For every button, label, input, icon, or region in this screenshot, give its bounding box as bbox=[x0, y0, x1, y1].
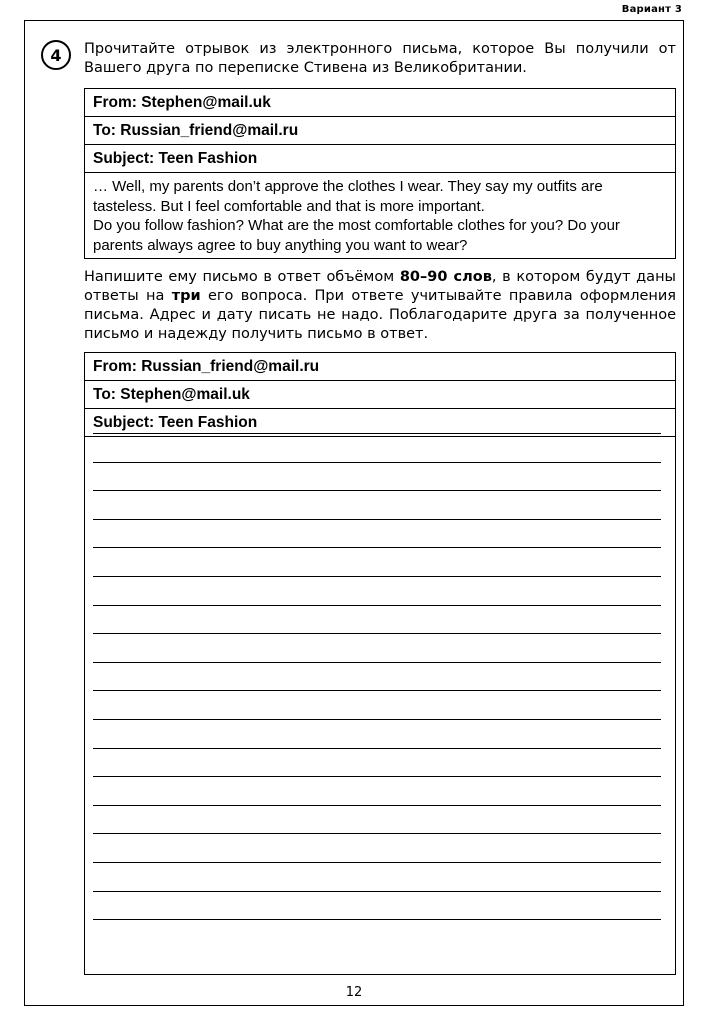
reply-to-row: To: Stephen@mail.uk bbox=[85, 381, 675, 409]
incoming-body-line: tasteless. But I feel comfortable and that is more important. bbox=[93, 197, 485, 215]
task-instructions bbox=[84, 268, 676, 344]
answer-line bbox=[93, 519, 661, 520]
word-count-requirement: 80–90 слов bbox=[399, 269, 492, 285]
variant-label: Вариант 3 bbox=[621, 4, 682, 15]
answer-line bbox=[93, 776, 661, 777]
instructions-text: его вопроса. При ответе учитывайте правила оформления письма. Адрес и дату писать не надо. Поблагодарите друга за полученное письмо и надежду получить письмо в ответ. bbox=[84, 288, 677, 342]
answer-line bbox=[93, 605, 661, 606]
incoming-from-row: From: Stephen@mail.uk bbox=[85, 89, 675, 117]
answer-line bbox=[93, 490, 661, 491]
instructions-text: Напишите ему письмо в ответ объёмом bbox=[84, 269, 400, 285]
page-number: 12 bbox=[345, 985, 363, 1000]
task-number-badge: 4 bbox=[41, 40, 71, 70]
incoming-body-line: parents always agree to buy anything you want to wear? bbox=[93, 236, 468, 254]
answer-line bbox=[93, 690, 661, 691]
instructions-text: , в котором будут даны ответы на bbox=[84, 269, 676, 304]
reply-from-row: From: Russian_friend@mail.ru bbox=[85, 353, 675, 381]
answer-line bbox=[93, 805, 661, 806]
question-count: три bbox=[171, 288, 201, 304]
answer-line bbox=[93, 433, 661, 434]
incoming-to-row: To: Russian_friend@mail.ru bbox=[85, 117, 675, 145]
incoming-subject-row: Subject: Teen Fashion bbox=[85, 145, 675, 173]
reply-letter-box bbox=[84, 352, 676, 975]
incoming-body-line: … Well, my parents don’t approve the clothes I wear. They say my outfits are bbox=[93, 178, 603, 195]
task-intro-text: Прочитайте отрывок из электронного письма, которое Вы получили от Вашего друга по переписке Стивена из Великобритании. bbox=[84, 41, 676, 76]
answer-lines-area[interactable] bbox=[93, 437, 661, 974]
answer-line bbox=[93, 633, 661, 634]
answer-line bbox=[93, 862, 661, 863]
answer-line bbox=[93, 719, 661, 720]
answer-line bbox=[93, 547, 661, 548]
answer-line bbox=[93, 919, 661, 920]
incoming-body-line: Do you follow fashion? What are the most comfortable clothes for you? Do your bbox=[93, 217, 620, 234]
answer-line bbox=[93, 748, 661, 749]
incoming-letter-body bbox=[85, 173, 675, 258]
answer-line bbox=[93, 662, 661, 663]
answer-line bbox=[93, 833, 661, 834]
answer-line bbox=[93, 891, 661, 892]
incoming-letter-box bbox=[84, 88, 676, 259]
reply-subject-row: Subject: Teen Fashion bbox=[85, 409, 675, 437]
answer-line bbox=[93, 462, 661, 463]
answer-line bbox=[93, 576, 661, 577]
